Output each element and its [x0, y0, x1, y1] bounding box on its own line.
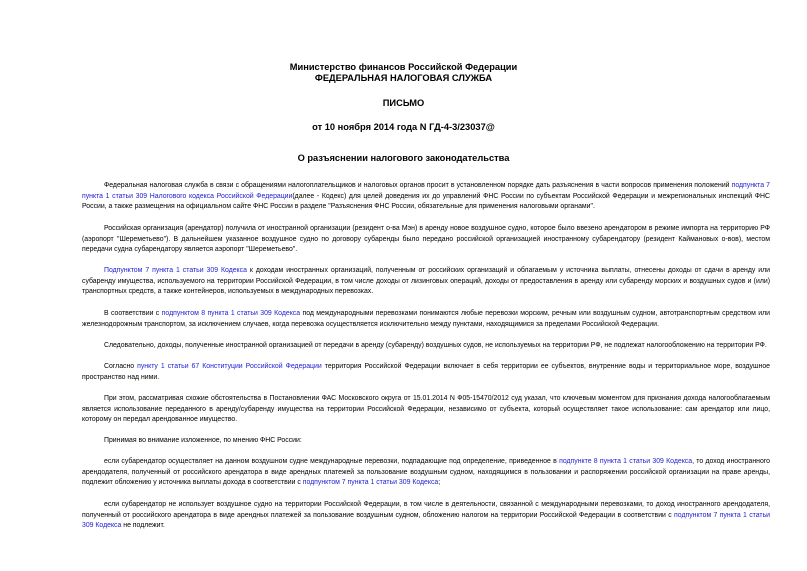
paragraph-text: В соответствии с	[104, 310, 162, 317]
paragraph-text: Федеральная налоговая служба в связи с обращениями налогоплательщиков и налоговых органов просит в установленном порядке дать разъяснения в части вопросов применения положений	[104, 182, 732, 189]
paragraph-text: если субарендатор осуществляет на данном воздушном судне международные перевозки, подпадающие под определение, приведенное в	[104, 458, 560, 465]
paragraph-7	[82, 394, 770, 426]
paragraph-text: если субарендатор не использует воздушное судно на территории Российской Федерации, в том числе в деятельности, связанной с международными перевозками, то доход иностранного арендодателя, полученный от российского арендатора в виде арендных платежей за пользование воздушным судном, обложению налогом на территории Российской Федерации в соответствии с	[82, 501, 770, 519]
paragraph-6	[82, 362, 770, 383]
paragraph-2	[82, 224, 770, 256]
paragraph-text: территория Российской Федерации включает в себя территории ее субъектов, внутренние воды и территориальное море, воздушное пространство над ними.	[82, 363, 770, 381]
paragraph-text: , то доход иностранного арендодателя, полученный от российского арендатора в виде арендных платежей за пользование воздушным судном, находящимся в пользовании и распоряжении российской организации на праве аренды, подлежит обложению у источника выплаты дохода в соответствии с	[82, 458, 770, 487]
document-type: ПИСЬМО	[382, 98, 425, 108]
paragraph-text: При этом, рассматривая схожие обстоятельства в Постановлении ФАС Московского округа от 15.01.2014 N Ф05-15470/2012 суд указал, что ключевым моментом для признания дохода налогооблагаемым является использование переданного в аренду/субаренду имущества на территории Российской Федерации, независимо от субъекта, который осуществляет такое использование: сам арендатор или лицо, которому он передал арендованное имущество.	[82, 395, 770, 424]
paragraph-text: к доходам иностранных организаций, полученным от российских организаций и облагаемым у источника выплаты, отнесены доходы от сдачи в аренду или субаренду имущества, используемого на территории Российской Федерации, в том числе доходы от лизинговых операций, доходы от предоставления в аренду или субаренду морских и воздушных судов и (или) транспортных средств, а также контейнеров, используемых в международных перевозках.	[82, 267, 770, 296]
paragraph-text: Согласно	[104, 363, 138, 370]
paragraph-text: под международными перевозками понимаются любые перевозки морским, речным или воздушным судном, автотранспортным средством или железнодорожным транспортом, за исключением случаев, когда перевозка осуществляется исключительно между пунктами, находящимися за пределами Российской Федерации.	[82, 310, 770, 328]
paragraph-text: Принимая во внимание изложенное, по мнению ФНС России:	[104, 437, 302, 444]
paragraph-5	[82, 341, 770, 352]
paragraph-text: Российская организация (арендатор) получила от иностранной организации (резидент о-ва Мэн) в аренду новое воздушное судно, которое было ввезено арендатором в режиме импорта на территорию РФ (аэропорт "Шереметьево"). В дальнейшем указанное воздушное судно по договору субаренды было передано российской организацией иностранному субарендатору (резидент Каймановых о-вов), местом передачи судна субарендатору является аэропорт "Шереметьево".	[82, 225, 770, 254]
paragraph-text: ;	[438, 479, 441, 487]
service-name: ФЕДЕРАЛЬНАЯ НАЛОГОВАЯ СЛУЖБА	[314, 73, 493, 83]
paragraph-9	[82, 457, 770, 489]
paragraph-8	[82, 436, 770, 447]
ministry-name: Министерство финансов Российской Федерации	[289, 62, 518, 72]
document-date-number: от 10 ноября 2014 года N ГД-4-3/23037@	[312, 122, 495, 132]
legal-reference-link[interactable]: пункту 1 статьи 67 Конституции Российской Федерации	[137, 363, 322, 370]
paragraph-text: Следовательно, доходы, полученные иностранной организацией от передачи в аренду (субаренду) воздушных судов, не используемых на территории РФ, не подлежат налогообложению на территории РФ.	[104, 342, 767, 349]
legal-reference-link[interactable]: Подпунктом 7 пункта 1 статьи 309 Кодекса	[104, 267, 247, 274]
paragraph-text: (далее - Кодекс) для целей доведения их до управлений ФНС России по субъектам Российской Федерации и межрегиональных инспекций ФНС России, а также размещения на официальном сайте ФНС России в разделе "Разъяснения ФНС России, обязательные для применения налоговыми органами".	[82, 192, 770, 211]
paragraph-3	[82, 266, 770, 298]
paragraph-1	[82, 181, 770, 213]
legal-reference-link[interactable]: подпунктом 8 пункта 1 статьи 309 Кодекса	[161, 310, 301, 317]
legal-reference-link[interactable]: подпунктом 7 пункта 1 статьи 309 Кодекса	[302, 479, 439, 487]
paragraph-10	[82, 500, 770, 532]
legal-reference-link[interactable]: подпункта 7 пункта 1 статьи 309 Налогового кодекса Российской Федерации	[82, 182, 770, 200]
paragraph-4	[82, 309, 770, 330]
legal-reference-link[interactable]: подпункте 8 пункта 1 статьи 309 Кодекса	[559, 458, 693, 465]
document-subject: О разъяснении налогового законодательства	[297, 153, 510, 163]
paragraph-text: не подлежит.	[121, 522, 165, 530]
legal-reference-link[interactable]: подпунктом 7 пункта 1 статьи 309 Кодекса	[82, 511, 771, 530]
